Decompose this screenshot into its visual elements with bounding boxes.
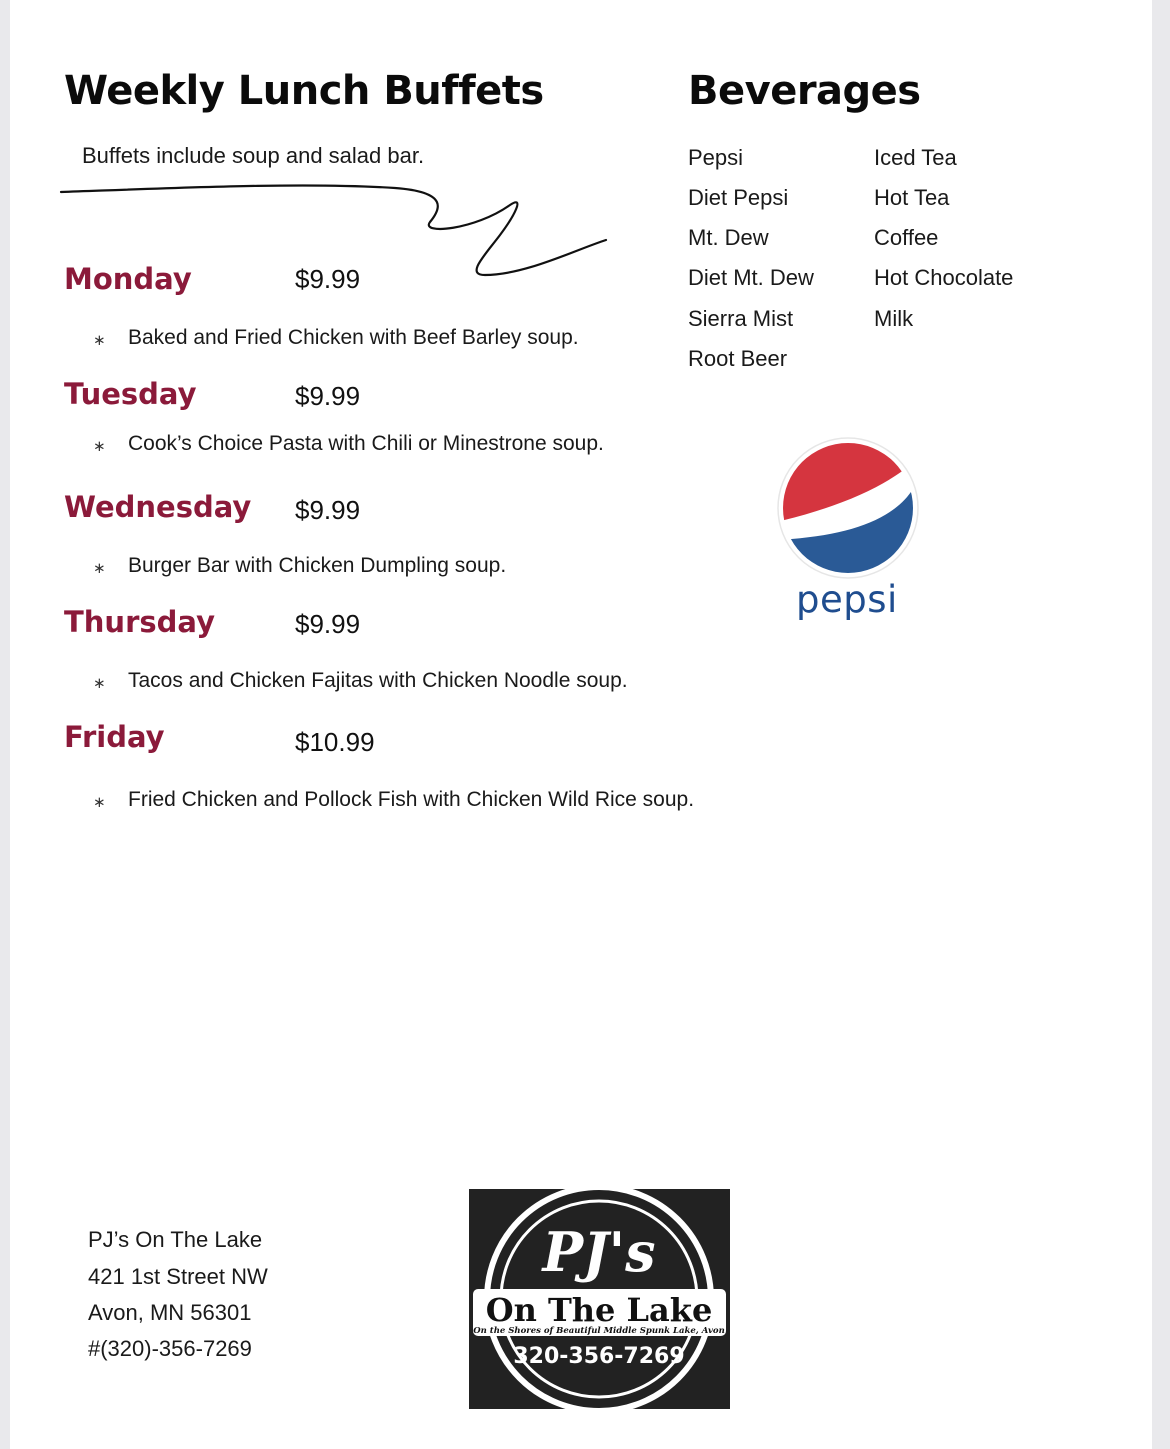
- desc-monday: Baked and Fried Chicken with Beef Barley soup.: [128, 326, 579, 349]
- beverage-item: Coffee: [874, 225, 939, 250]
- pjs-logo: [469, 1189, 730, 1409]
- address-phone: #(320)-356-7269: [88, 1336, 252, 1361]
- beverage-item: Pepsi: [688, 145, 744, 170]
- bullet: ∗: [93, 675, 106, 692]
- bullet: ∗: [93, 438, 106, 455]
- pjs-logo-tagline: On the Shores of Beautiful Middle Spunk Lake, Avon: [473, 1326, 725, 1336]
- beverage-item: Hot Chocolate: [874, 265, 1014, 290]
- day-thursday: Thursday: [64, 605, 215, 639]
- pjs-logo-graphic: [469, 1189, 730, 1409]
- price-monday: $9.99: [295, 264, 361, 294]
- desc-wednesday: Burger Bar with Chicken Dumpling soup.: [128, 554, 507, 577]
- bullet: ∗: [93, 794, 106, 811]
- day-tuesday: Tuesday: [64, 377, 197, 411]
- pepsi-wordmark: pepsi: [796, 578, 898, 621]
- desc-tuesday: Cook’s Choice Pasta with Chili or Minestrone soup.: [128, 432, 604, 455]
- beverage-item: Milk: [874, 306, 914, 331]
- desc-thursday: Tacos and Chicken Fajitas with Chicken Noodle soup.: [128, 669, 628, 692]
- address-city: Avon, MN 56301: [88, 1300, 252, 1325]
- desc-friday: Fried Chicken and Pollock Fish with Chicken Wild Rice soup.: [128, 788, 695, 811]
- beverage-item: Sierra Mist: [688, 306, 794, 331]
- price-wednesday: $9.99: [295, 495, 361, 525]
- page-shadow-right: [1152, 0, 1170, 1449]
- buffets-title: Weekly Lunch Buffets: [64, 68, 544, 114]
- pjs-logo-name: On The Lake: [485, 1291, 713, 1329]
- day-wednesday: Wednesday: [64, 490, 252, 524]
- day-monday: Monday: [64, 262, 192, 296]
- price-tuesday: $9.99: [295, 381, 361, 411]
- beverage-item: Mt. Dew: [688, 225, 769, 250]
- beverages-title: Beverages: [688, 68, 921, 114]
- bullet: ∗: [93, 332, 106, 349]
- address-name: PJ’s On The Lake: [88, 1227, 263, 1252]
- pepsi-globe-icon: [776, 436, 920, 580]
- bullet: ∗: [93, 560, 106, 577]
- day-friday: Friday: [64, 720, 165, 754]
- beverage-item: Diet Pepsi: [688, 185, 789, 210]
- beverage-item: Root Beer: [688, 346, 788, 371]
- price-friday: $10.99: [295, 727, 375, 757]
- address-street: 421 1st Street NW: [88, 1264, 268, 1289]
- price-thursday: $9.99: [295, 609, 361, 639]
- beverage-item: Hot Tea: [874, 185, 950, 210]
- beverage-item: Diet Mt. Dew: [688, 265, 814, 290]
- pjs-logo-phone: 320-356-7269: [513, 1344, 685, 1369]
- beverage-item: Iced Tea: [874, 145, 957, 170]
- buffets-intro: Buffets include soup and salad bar.: [82, 143, 425, 168]
- pjs-logo-script: PJ's: [542, 1220, 656, 1284]
- page-shadow-left: [0, 0, 10, 1449]
